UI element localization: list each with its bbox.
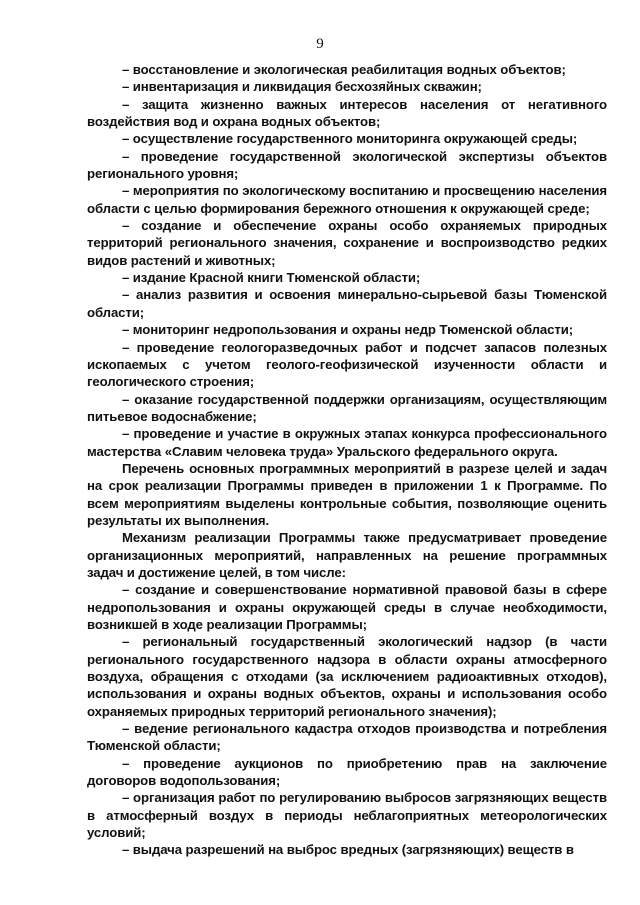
paragraph: – проведение геологоразведочных работ и подсчет запасов полезных ископаемых с учетом геолого-геофизической изученности области и геологического строения; <box>87 339 607 390</box>
paragraph: – инвентаризация и ликвидация бесхозяйных скважин; <box>122 79 482 95</box>
paragraph: – проведение аукционов по приобретению прав на заключение договоров водопользования; <box>87 755 607 789</box>
paragraph: – мероприятия по экологическому воспитанию и просвещению населения области с целью формирования бережного отношения к окружающей среде; <box>87 183 607 216</box>
paragraph: – защита жизненно важных интересов населения от негативного воздействия вод и охрана водных объектов; <box>87 96 607 130</box>
document-body <box>87 61 607 859</box>
paragraph: – издание Красной книги Тюменской области; <box>122 270 421 286</box>
paragraph: – проведение и участие в окружных этапах конкурса профессионального мастерства «Славим человека труда» Уральского федерального округа. <box>87 426 607 459</box>
paragraph: – восстановление и экологическая реабилитация водных объектов; <box>122 62 566 77</box>
page-number: 9 <box>316 36 324 52</box>
paragraph: – создание и совершенствование нормативной правовой базы в сфере недропользования и охраны окружающей среды в случае необходимости, возникшей в ходе реализации Программы; <box>87 582 607 632</box>
paragraph: – осуществление государственного мониторинга окружающей среды; <box>122 131 578 147</box>
paragraph: Механизм реализации Программы также предусматривает проведение организационных мероприятий, направленных на решение программных задач и достижение целей, в том числе: <box>87 530 607 580</box>
paragraph: – организация работ по регулированию выбросов загрязняющих веществ в атмосферный воздух в периоды неблагоприятных метеорологических условий; <box>87 790 607 841</box>
paragraph: – выдача разрешений на выброс вредных (загрязняющих) веществ в <box>122 842 574 858</box>
paragraph: – проведение государственной экологической экспертизы объектов регионального уровня; <box>87 148 607 182</box>
paragraph: – ведение регионального кадастра отходов производства и потребления Тюменской области; <box>87 721 607 754</box>
paragraph: – анализ развития и освоения минерально-сырьевой базы Тюменской области; <box>87 287 607 320</box>
paragraph: – региональный государственный экологический надзор (в части регионального государственного надзора в области охраны атмосферного воздуха, обращения с отходами (за исключением радиоактивных отходов), использования и охраны водных объектов, охраны и использования особо охраняемых природных территорий регионального значения); <box>87 634 607 719</box>
paragraph: – создание и обеспечение охраны особо охраняемых природных территорий регионального значения, сохранение и воспроизводство редких видов растений и животных; <box>87 218 607 268</box>
paragraph: Перечень основных программных мероприятий в разрезе целей и задач на срок реализации Программы приведен в приложении 1 к Программе. По всем мероприятиям выделены контрольные события, позволяющие оценить результаты их выполнения. <box>87 460 607 528</box>
paragraph: – оказание государственной поддержки организациям, осуществляющим питьевое водоснабжение; <box>87 391 607 424</box>
paragraph: – мониторинг недропользования и охраны недр Тюменской области; <box>122 322 574 338</box>
